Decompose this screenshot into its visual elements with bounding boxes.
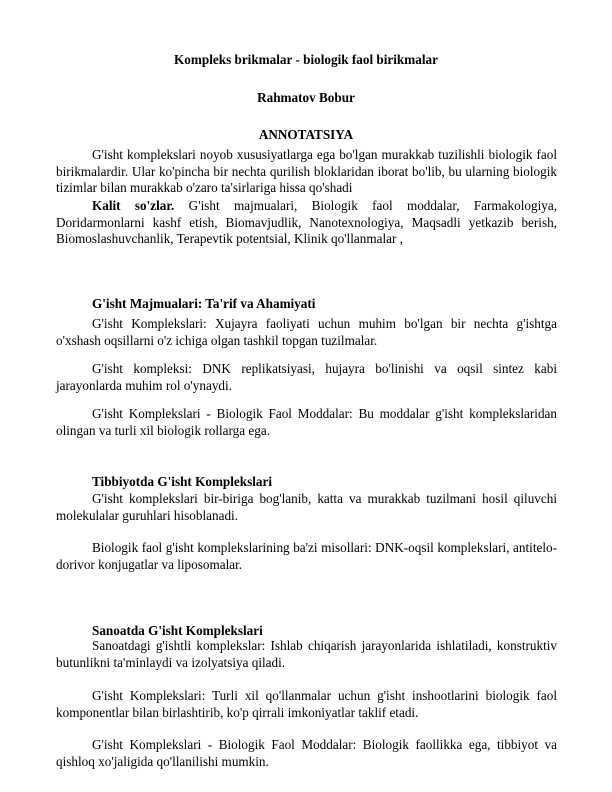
paper-title: Kompleks brikmalar - biologik faol birikmalar bbox=[174, 52, 438, 67]
paragraph: Sanoatdagi g'ishtli komplekslar: Ishlab chiqarish jarayonlarida ishlatiladi, konstruktiv butunlikni ta'minlaydi va izolyatsiya qiladi. bbox=[56, 638, 557, 670]
section-heading-industry: Sanoatda G'isht Komplekslari bbox=[92, 623, 263, 638]
section-heading-definition: G'isht Majmualari: Ta'rif va Ahamiyati bbox=[92, 296, 316, 311]
keywords-text: G'isht majmualari, Biologik faol moddalar, Farmakologiya, Doridarmonlarni kashf etish, Biomavjudlik, Nanotexnologiya, Maqsadli yetkazib berish, Biomoslashuvchanlik, Terapevtik potentsial, Klinik qo'llanmalar , bbox=[56, 198, 557, 247]
paragraph: G'isht Komplekslari: Turli xil qo'llanmalar uchun g'isht inshootlarini biologik faol komponentlar bilan birlashtirib, ko'p qirrali imkoniyatlar taklif etadi. bbox=[56, 688, 557, 720]
keywords-paragraph bbox=[56, 198, 557, 248]
paragraph: G'isht Komplekslari: Xujayra faoliyati uchun muhim bo'lgan bir nechta g'ishtga o'xshash oqsillarni o'z ichiga olgan tashkil topgan tuzilmalar. bbox=[56, 316, 557, 348]
paragraph: G'isht komplekslari bir-biriga bog'lanib, katta va murakkab tuzilmani hosil qiluvchi molekulalar guruhlari hisoblanadi. bbox=[56, 491, 557, 523]
annotation-heading: ANNOTATSIYA bbox=[258, 127, 354, 142]
paragraph: Biologik faol g'isht komplekslarining ba'zi misollari: DNK-oqsil komplekslari, antitelo-dorivor konjugatlar va liposomalar. bbox=[56, 540, 557, 572]
paragraph: G'isht kompleksi: DNK replikatsiyasi, hujayra bo'linishi va oqsil sintez kabi jarayonlarda muhim rol o'ynaydi. bbox=[56, 361, 557, 393]
keywords-label: Kalit so'zlar. bbox=[92, 198, 175, 213]
annotation-text: G'isht komplekslari noyob xususiyatlarga ega bo'lgan murakkab tuzilishli biologik faol birikmalardir. Ular ko'pincha bir nechta qurilish bloklaridan iborat bo'lib, bu ularning biologik tizimlar bilan murakkab o'zaro ta'sirlariga hissa qo'shadi bbox=[56, 147, 557, 196]
author-name: Rahmatov Bobur bbox=[257, 90, 355, 105]
section-heading-medicine: Tibbiyotda G'isht Komplekslari bbox=[92, 474, 273, 489]
paragraph: G'isht Komplekslari - Biologik Faol Moddalar: Bu moddalar g'isht komplekslaridan olingan va turli xil biologik rollarga ega. bbox=[56, 406, 557, 438]
paragraph: G'isht Komplekslari - Biologik Faol Moddalar: Biologik faollikka ega, tibbiyot va qishloq xo'jaligida qo'llanilishi mumkin. bbox=[56, 737, 557, 769]
